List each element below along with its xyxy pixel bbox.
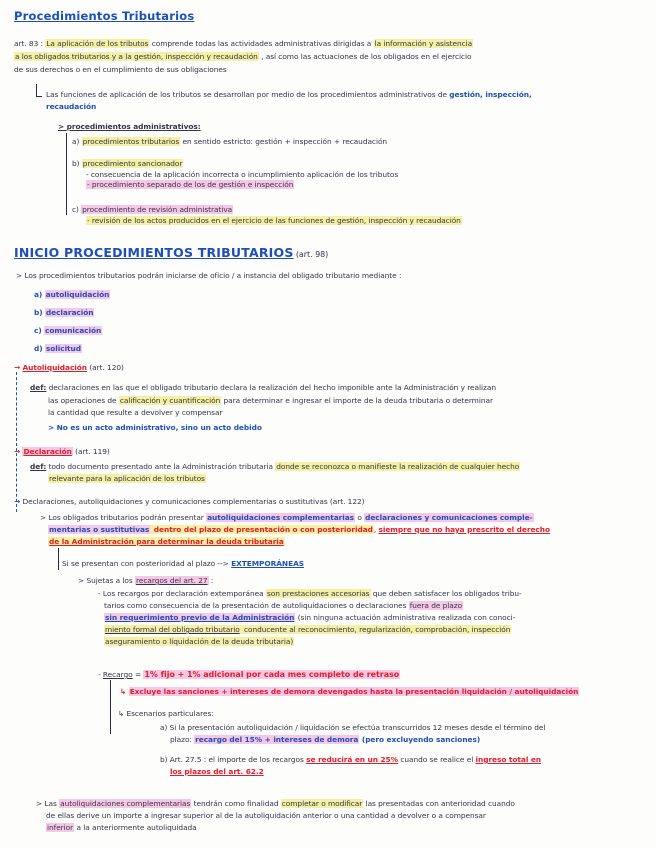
compl-5b: recargos del art. 27 — [136, 576, 208, 585]
compl-9b: conducente al reconocimiento, regularización, comprobación, inspección — [241, 625, 511, 634]
compl-9a: miento formal del obligado tributario — [105, 625, 240, 634]
connector-line — [58, 548, 59, 570]
declar-def-label: def: — [30, 462, 47, 471]
compl-3: de la Administración para determinar la deuda tributaria — [49, 537, 284, 546]
autoliq-line-1 — [30, 384, 496, 393]
compl-1d: declaraciones y comunicaciones comple- — [365, 513, 533, 522]
autoliq-def-label: def: — [30, 383, 47, 392]
list2-a-letter: a) — [34, 290, 43, 299]
list2-c-text: comunicación — [44, 326, 102, 335]
connector-line — [36, 84, 37, 96]
list2-item-a — [34, 291, 110, 300]
excl-text: Excluye las sanciones + intereses de demora devengados hasta la presentación liquidación / autoliquidación — [129, 687, 579, 696]
compl-8b: (sin ninguna actuación administrativa realizada con conoci- — [295, 613, 516, 622]
art83-line-1 — [14, 40, 473, 49]
compl-header-text: Declaraciones, autoliquidaciones y comunicaciones complementarias o sustitutivas (art. 122) — [22, 497, 365, 506]
final-1d: completar o modificar — [281, 799, 363, 808]
final-3a: inferior — [47, 823, 74, 832]
list2-item-b — [34, 309, 94, 318]
red-arrow-icon: → — [14, 363, 21, 372]
list2-d-text: solicitud — [45, 344, 81, 353]
declar-heading — [14, 448, 110, 457]
declar-line-2 — [48, 475, 206, 484]
esc-b-line-1 — [160, 756, 541, 765]
compl-7a: tarios como consecuencia de la presentación de autoliquidaciones o declaraciones — [104, 601, 409, 610]
art83-line-2 — [14, 53, 472, 62]
list1-a-highlight: procedimientos tributarios — [82, 137, 180, 146]
section-title-procedimientos: Procedimientos Tributarios — [14, 9, 195, 23]
esc-a-2b: recargo del 15% + intereses de demora — [195, 735, 359, 744]
autoliq-text-1: declaraciones en las que el obligado tributario declara la realización del hecho imponible ante la Administración y realizan — [48, 383, 496, 392]
funciones-line-2: recaudación — [46, 102, 97, 111]
list1-c-sub-1 — [86, 217, 462, 226]
esc-a-2c: (pero excluyendo sanciones) — [359, 735, 481, 744]
compl-1a: Los obligados tributarios podrán presentar — [48, 513, 207, 522]
autoliq-text-2c: para determinar e ingresar el importe de la deuda tributaria o determinar — [221, 396, 493, 405]
final-1b: autoliquidaciones complementarias — [60, 799, 191, 808]
compl-4a: Si se presentan con posterioridad al plazo --> — [62, 559, 232, 568]
recargo-eq: = — [132, 670, 144, 679]
compl-line-5: > Sujetas a los recargos del art. 27 : — [78, 576, 214, 585]
inicio-line: > Los procedimientos tributarios podrán iniciarse de oficio / a instancia del obligado tributario mediante : — [16, 271, 402, 280]
list1-item-c — [72, 206, 233, 215]
esc-b-1a: b) Art. 27.5 : el importe de los recargos — [160, 755, 307, 764]
list2-item-d — [34, 345, 82, 354]
list1-item-b — [72, 160, 183, 169]
art83-text-2: , así como las actuaciones de los obligados en el ejercicio — [258, 52, 472, 61]
compl-2d: siempre que no haya prescrito el derecho — [378, 525, 550, 534]
compl-line-4 — [62, 560, 304, 569]
connector-line — [36, 96, 42, 97]
inicio-title-ref: (art. 98) — [295, 250, 329, 259]
compl-5a: Sujetas a los — [86, 576, 136, 585]
funciones-text: Las funciones de aplicación de los tributos se desarrollan por medio de los procedimientos administrativos de — [46, 90, 450, 99]
compl-4b: EXTEMPORÁNEAS — [231, 559, 305, 568]
list1-b-prefix: b) — [72, 159, 82, 168]
compl-line-8 — [104, 614, 515, 623]
arrow-icon: → — [14, 497, 21, 506]
art83-line-3: de sus derechos o en el cumplimiento de sus obligaciones — [14, 65, 227, 74]
esc-b-line-2: los plazos del art. 62.2 — [170, 767, 264, 776]
final-3b: a la anteriormente autoliquidada — [74, 823, 197, 832]
funciones-blue: gestión, inspección, — [449, 90, 532, 99]
list1-c-highlight: procedimiento de revisión administrativa — [82, 205, 233, 214]
list1-a-rest: en sentido estricto: gestión + inspección + recaudación — [180, 137, 388, 146]
final-line-1: > Las autoliquidaciones complementarias tendrán como finalidad completar o modificar las presentadas con anterioridad cuando — [36, 799, 515, 808]
list1-item-a — [72, 138, 387, 147]
esc-b-1c: cuando se realice el — [398, 755, 476, 764]
compl-5c: : — [208, 576, 214, 585]
final-line-3 — [46, 824, 197, 833]
esc-b-1b: se reducirá en un 25% — [306, 755, 399, 764]
compl-line-9 — [104, 626, 511, 635]
compl-1b: autoliquidaciones complementarias — [207, 513, 355, 522]
list1-b-sub-1: - consecuencia de la aplicación incorrecta o incumplimiento aplicación de los tributos — [86, 170, 399, 179]
compl-line-6 — [98, 590, 522, 599]
autoliq-ref: (art. 120) — [89, 363, 124, 372]
list1-a-prefix: a) — [72, 137, 82, 146]
inicio-text: Los procedimientos tributarios podrán iniciarse de oficio / a instancia del obligado tributario mediante : — [24, 271, 402, 280]
compl-line-1: > Los obligados tributarios podrán presentar autoliquidaciones complementarias o declaraciones y comunicaciones comple- — [40, 513, 533, 522]
final-1a: Las — [44, 799, 60, 808]
final-line-2: de ellas derive un importe a ingresar superior al de la autoliquidación anterior o una cantidad a devolver o a compensar — [46, 811, 486, 820]
section-title-inicio — [14, 246, 328, 260]
autoliq-text-2b: calificación y cuantificación — [119, 396, 221, 405]
declar-text-2: relevante para la aplicación de los tributos — [49, 474, 205, 483]
esc-line — [118, 710, 214, 719]
autoliq-line-3: la cantidad que resulte a devolver y compensar — [48, 408, 223, 417]
compl-2c: , — [373, 525, 379, 534]
autoliq-line-4: > No es un acto administrativo, sino un acto debido — [48, 423, 262, 432]
art83-highlight-2: la información y asistencia — [374, 39, 473, 48]
list1-b-sub-2 — [86, 181, 294, 190]
final-1c: tendrán como finalidad — [191, 799, 281, 808]
esc-b-1d: ingreso total en — [475, 755, 542, 764]
declar-line-1 — [30, 463, 520, 472]
recargo-line: - Recargo = 1% fijo + 1% adicional por cada mes completo de retraso — [98, 670, 400, 679]
funciones-line-1 — [46, 91, 532, 100]
dotted-connector — [16, 372, 17, 512]
art83-text-1: comprende todas las actividades administrativas dirigidas a — [149, 39, 374, 48]
declar-text-1b: donde se reconozca o manifieste la realización de cualquier hecho — [276, 462, 520, 471]
list-bracket — [66, 133, 67, 215]
list2-item-c — [34, 327, 102, 336]
compl-2b: dentro del plazo de presentación o con posterioridad — [151, 525, 373, 534]
esc-a-2a: plazo: — [170, 735, 195, 744]
compl-line-2 — [48, 526, 550, 535]
autoliq-text-4: No es un acto administrativo, sino un acto debido — [56, 423, 262, 432]
art83-highlight-3: a los obligados tributarios y a la gestión, inspección y recaudación — [15, 52, 258, 61]
declar-text-1a: todo documento presentado ante la Administración tributaria — [48, 462, 276, 471]
compl-line-10 — [104, 638, 294, 647]
declar-ref: (art. 119) — [75, 447, 110, 456]
compl-8a: sin requerimiento previo de la Administración — [105, 613, 295, 622]
list1-c-prefix: c) — [72, 205, 82, 214]
compl-6c: que deben satisfacer los obligados tribu- — [370, 589, 522, 598]
art83-highlight-1: La aplicación de los tributos — [46, 39, 149, 48]
compl-10: aseguramiento o liquidación de la deuda tributaria) — [105, 637, 294, 646]
list2-c-letter: c) — [34, 326, 42, 335]
art83-label: art. 83 : — [14, 39, 46, 48]
inicio-title-text: INICIO PROCEDIMIENTOS TRIBUTARIOS — [14, 245, 294, 260]
procedimientos-header: > procedimientos administrativos: — [58, 122, 201, 131]
recargo-value: 1% fijo + 1% adicional por cada mes completo de retraso — [144, 670, 400, 679]
list1-b-sub-2-text: - procedimiento separado de los de gestión e inspección — [87, 180, 294, 189]
compl-6a: - Los recargos por declaración extemporánea — [98, 589, 266, 598]
list2-b-letter: b) — [34, 308, 43, 317]
list1-b-highlight: procedimiento sancionador — [82, 159, 183, 168]
connector-line — [110, 680, 111, 734]
esc-text: Escenarios particulares: — [126, 709, 214, 718]
compl-line-3 — [48, 538, 285, 547]
list2-d-letter: d) — [34, 344, 43, 353]
list1-c-sub-1-text: - revisión de los actos producidos en el ejercicio de las funciones de gestión, inspección y recaudación — [87, 216, 461, 225]
list2-a-text: autoliquidación — [45, 290, 110, 299]
esc-a-line-1: a) Si la presentación autoliquidación / liquidación se efectúa transcurridos 12 meses desde el término del — [160, 723, 546, 732]
esc-a-line-2 — [170, 736, 480, 745]
autoliq-title: Autoliquidación — [22, 363, 87, 372]
compl-2a: mentarias o sustitutivas — [49, 525, 150, 534]
list2-b-text: declaración — [45, 308, 94, 317]
declar-title: Declaración — [23, 447, 72, 456]
arrow-icon: ↳ — [120, 687, 127, 696]
autoliq-heading — [14, 364, 124, 373]
compl-6b: son prestaciones accesorias — [266, 589, 370, 598]
compl-line-7 — [104, 602, 463, 611]
autoliq-text-2a: las operaciones de — [48, 396, 119, 405]
compl-heading — [14, 498, 364, 507]
arrow-icon: ↳ — [118, 709, 125, 718]
compl-1c: o — [355, 513, 365, 522]
red-arrow-icon: → — [14, 447, 21, 456]
excl-line — [120, 688, 579, 697]
compl-7b: fuera de plazo — [409, 601, 463, 610]
procedimientos-header-text: procedimientos administrativos: — [66, 122, 201, 131]
recargo-label: Recargo — [102, 670, 133, 679]
final-1e: las presentadas con anterioridad cuando — [363, 799, 515, 808]
autoliq-line-2 — [48, 397, 493, 406]
